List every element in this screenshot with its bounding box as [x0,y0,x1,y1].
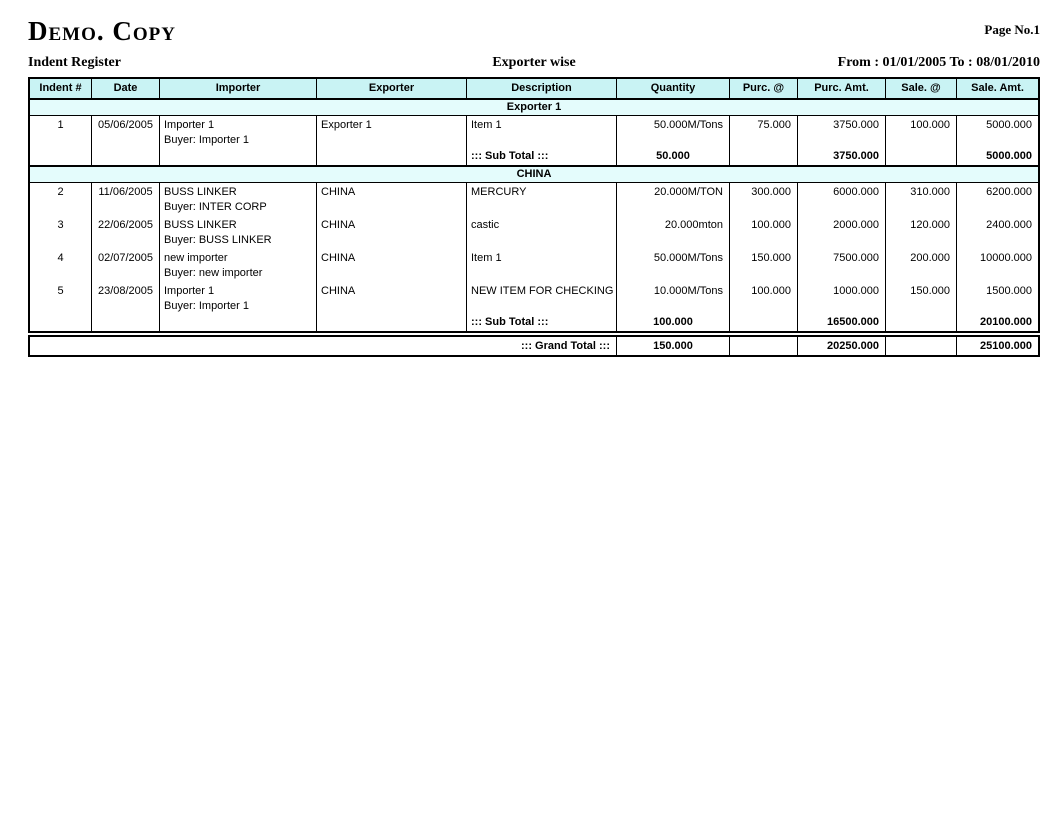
cell-sale_rate-value: 100.000 [910,119,950,131]
column-header-sale_rate: Sale. @ [886,79,957,98]
cell-quantity-value: 20.000mton [664,219,723,231]
cell-sale_rate [886,183,956,216]
subtotal-spacer [317,149,466,165]
column-header-purc_rate: Purc. @ [730,79,798,98]
grand-total-spacer [730,337,798,355]
indent-register-table [28,77,1040,333]
cell-quantity [617,183,729,216]
subtotal-quantity: 50.000 [656,150,690,162]
subtotal-purc_amt: 3750.000 [833,150,879,162]
cell-quantity-value: 50.000M/Tons [653,119,723,131]
cell-date-value: 11/06/2005 [98,186,153,198]
cell-sale_amt [957,216,1038,249]
cell-purc_rate-value: 300.000 [751,186,791,198]
cell-date-value: 23/08/2005 [97,285,154,297]
cell-importer-value: Importer 1 [164,119,215,131]
cell-description [467,216,616,249]
subtotal-spacer [886,315,956,331]
page-title: Demo. Copy [28,16,176,46]
cell-importer [160,116,316,149]
cell-buyer-value: Buyer: BUSS LINKER [164,234,272,246]
cell-sale_amt-value: 6200.000 [986,186,1032,198]
column-header-purc_amt: Purc. Amt. [798,79,886,98]
cell-purc_amt [798,282,885,315]
cell-description [467,116,616,149]
subtotal-spacer [730,315,797,331]
cell-purc_rate-value: 75.000 [757,119,791,131]
group-column-exporter [317,116,467,165]
cell-indent-value: 5 [57,285,64,297]
group-column-purc_amt [798,116,886,165]
report-date-range: From : 01/01/2005 To : 08/01/2010 [837,55,1040,70]
column-header-quantity: Quantity [617,79,730,98]
group-column-date [92,116,160,165]
grand-total-sale_amt: 25100.000 [980,340,1032,352]
subtotal-spacer [92,149,159,165]
cell-importer [160,183,316,216]
cell-quantity-value: 50.000M/Tons [653,252,723,264]
cell-exporter-value: CHINA [321,219,356,231]
cell-purc_amt-value: 2000.000 [833,219,879,231]
cell-sale_amt-value: 5000.000 [986,119,1032,131]
cell-exporter-value: CHINA [321,285,356,297]
group-column-purc_rate [730,183,798,331]
column-header-importer: Importer [160,79,317,98]
group-column-description [467,116,617,165]
cell-buyer-value: Buyer: new importer [164,267,263,279]
cell-indent-value: 3 [57,219,64,231]
group-column-importer [160,183,317,331]
cell-purc_amt-value: 3750.000 [833,119,879,131]
report-name: Indent Register [28,55,121,70]
group-band: CHINA [30,165,1038,183]
subtotal-spacer [160,315,316,331]
cell-purc_rate-value: 100.000 [751,285,791,297]
cell-quantity [617,116,729,149]
cell-purc_rate-value: 100.000 [751,219,791,231]
report-header-line [28,55,1040,73]
cell-sale_rate [886,249,956,282]
cell-sale_amt [957,282,1038,315]
subtotal-spacer [92,315,159,331]
cell-sale_amt-value: 2400.000 [986,219,1032,231]
cell-purc_rate [730,116,797,149]
cell-purc_amt-value: 1000.000 [833,285,879,297]
group-body [30,183,1038,331]
cell-sale_amt-value: 1500.000 [986,285,1032,297]
cell-importer-value: BUSS LINKER [164,186,237,198]
group-column-description [467,183,617,331]
cell-importer [160,216,316,249]
cell-quantity [617,282,729,315]
subtotal-spacer [730,149,797,165]
cell-exporter-value: Exporter 1 [321,119,372,131]
grand-total-row [28,335,1040,357]
cell-date-value: 22/06/2005 [97,219,154,231]
cell-exporter-value: CHINA [321,252,356,264]
grand-total-spacer [886,337,957,355]
cell-exporter [317,116,466,149]
cell-purc_rate [730,216,797,249]
cell-buyer-value: Buyer: Importer 1 [164,134,249,146]
group-column-importer [160,116,317,165]
cell-date [92,282,159,315]
column-header-exporter: Exporter [317,79,467,98]
report-grouping-label: Exporter wise [492,55,576,70]
cell-purc_rate [730,282,797,315]
cell-sale_rate [886,116,956,149]
cell-description-value: Item 1 [471,252,502,264]
cell-date [92,116,159,149]
cell-sale_rate-value: 120.000 [910,219,950,231]
group-column-date [92,183,160,331]
page-number: Page No.1 [984,22,1040,37]
group-column-sale_amt [957,183,1038,331]
cell-purc_rate [730,183,797,216]
group-body [30,116,1038,165]
cell-exporter [317,183,466,216]
cell-sale_rate [886,216,956,249]
cell-indent [30,216,91,249]
group-column-sale_amt [957,116,1038,165]
subtotal-spacer [317,315,466,331]
cell-date-value: 02/07/2005 [97,252,154,264]
cell-quantity-value: 20.000M/TON [654,186,723,198]
group-column-quantity [617,116,730,165]
cell-importer-value: Importer 1 [164,285,215,297]
cell-purc_amt [798,216,885,249]
cell-exporter-value: CHINA [321,186,356,198]
group-band: Exporter 1 [30,98,1038,116]
cell-exporter [317,216,466,249]
cell-indent [30,183,91,216]
group-column-purc_rate [730,116,798,165]
cell-sale_amt [957,183,1038,216]
subtotal-spacer [30,315,91,331]
group-column-sale_rate [886,116,957,165]
cell-exporter [317,249,466,282]
subtotal-sale_amt: 5000.000 [986,150,1032,162]
column-header-indent: Indent # [30,79,92,98]
cell-description-value: castic [471,219,500,231]
cell-quantity [617,249,729,282]
cell-description-value: MERCURY [471,186,527,198]
cell-sale_rate [886,282,956,315]
cell-importer-value: new importer [164,252,228,264]
grand-total-label: ::: Grand Total ::: [30,337,617,355]
cell-quantity [617,216,729,249]
cell-sale_amt [957,249,1038,282]
cell-description-value: NEW ITEM FOR CHECKING [471,285,614,297]
cell-indent [30,282,91,315]
cell-sale_rate-value: 310.000 [910,186,950,198]
cell-indent-value: 2 [57,186,64,198]
subtotal-spacer [30,149,91,165]
cell-description [467,249,616,282]
cell-purc_amt [798,249,885,282]
cell-importer [160,282,316,315]
cell-sale_rate-value: 150.000 [910,285,950,297]
group-column-indent [30,183,92,331]
group-column-sale_rate [886,183,957,331]
cell-date [92,216,159,249]
cell-date [92,249,159,282]
cell-purc_rate [730,249,797,282]
cell-purc_rate-value: 150.000 [751,252,791,264]
cell-purc_amt [798,116,885,149]
cell-purc_amt [798,183,885,216]
cell-importer-value: BUSS LINKER [164,219,237,231]
group-column-purc_amt [798,183,886,331]
cell-purc_amt-value: 6000.000 [833,186,879,198]
cell-description [467,183,616,216]
cell-exporter [317,282,466,315]
grand-total-quantity: 150.000 [617,337,730,355]
column-header-description: Description [467,79,617,98]
cell-indent [30,249,91,282]
subtotal-spacer [886,149,956,165]
grand-total-purc_amt: 20250.000 [798,337,886,355]
cell-purc_amt-value: 7500.000 [833,252,879,264]
group-column-indent [30,116,92,165]
subtotal-spacer [160,149,316,165]
cell-buyer-value: Buyer: INTER CORP [164,201,267,213]
column-header-date: Date [92,79,160,98]
cell-sale_amt-value: 10000.000 [980,252,1032,264]
cell-indent-value: 1 [57,119,64,131]
cell-sale_rate-value: 200.000 [910,252,950,264]
subtotal-label: ::: Sub Total ::: [471,316,549,328]
cell-indent [30,116,91,149]
subtotal-label: ::: Sub Total ::: [471,150,549,162]
cell-description-value: Item 1 [471,119,502,131]
subtotal-sale_amt: 20100.000 [980,316,1032,328]
cell-sale_amt [957,116,1038,149]
column-header-sale_amt: Sale. Amt. [971,82,1024,94]
cell-buyer-value: Buyer: Importer 1 [164,300,249,312]
cell-date-value: 05/06/2005 [97,119,154,131]
cell-indent-value: 4 [57,252,64,264]
group-column-quantity [617,183,730,331]
cell-quantity-value: 10.000M/Tons [653,285,723,297]
subtotal-purc_amt: 16500.000 [827,316,879,328]
subtotal-quantity: 100.000 [653,316,693,328]
group-column-exporter [317,183,467,331]
cell-date [92,183,159,216]
cell-importer [160,249,316,282]
cell-description [467,282,616,315]
table-header-row [30,79,1038,98]
